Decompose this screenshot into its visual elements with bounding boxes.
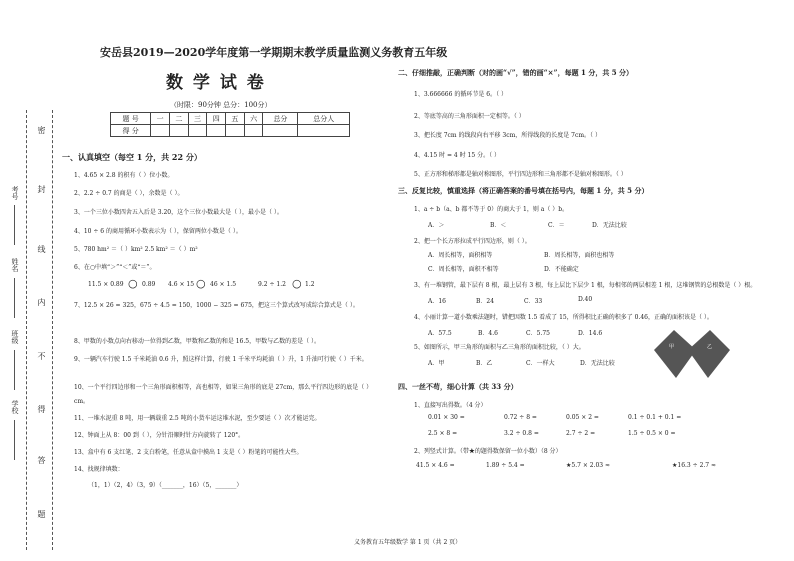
margin-word: 密 xyxy=(37,126,46,134)
option-b[interactable]: B．24 xyxy=(476,298,495,305)
score-cell: 五 xyxy=(226,113,245,125)
question-1-8: 8、甲数的小数点向右移动一位得到乙数，甲数和乙数的和是 16.5，甲数与乙数的差是（ ）。 xyxy=(74,338,320,345)
score-cell: 一 xyxy=(151,113,170,125)
score-cell: 六 xyxy=(244,113,263,125)
option-c[interactable]: C．33 xyxy=(524,298,543,305)
margin-word: 封 xyxy=(37,185,46,193)
question-1-6: 6、在○中填“＞”“＜”或“＝”。 xyxy=(74,264,156,271)
score-cell: 得 分 xyxy=(111,125,151,137)
option-d[interactable]: D．无法比较 xyxy=(580,360,615,367)
option-c[interactable]: C．周长相等，面积不相等 xyxy=(428,266,499,273)
option-a[interactable]: A．甲 xyxy=(428,360,445,367)
choice-question-1: 1、a ÷ b（a、b 都不等于 0）的商大于 1，则 a（ ）b。 xyxy=(414,206,569,213)
score-cell: 总分人 xyxy=(298,113,350,125)
margin-word: 题 xyxy=(37,510,46,518)
vertical-calc-subtitle: 2、列竖式计算。（带★的题得数保留一位小数）（8 分） xyxy=(414,448,562,455)
calc-item: 1.5 ÷ 0.5 × 0 = xyxy=(628,430,676,437)
score-cell: 四 xyxy=(207,113,226,125)
vertical-calc-item: 41.5 × 4.6 = xyxy=(416,462,455,469)
option-c[interactable]: C．5.75 xyxy=(526,330,550,337)
option-d[interactable]: D．无法比较 xyxy=(592,222,627,229)
name-label: 姓名 xyxy=(11,258,19,272)
label-yi: 乙 xyxy=(707,344,713,350)
option-a[interactable]: A．＞ xyxy=(428,222,445,229)
question-1-10: 10、一个平行四边形和一个三角形面积相等，高也相等，如果三角形的底是 27cm，那么平行四边形的底是（ ）cm。 xyxy=(74,384,373,405)
subject-title: 数 学 试 卷 xyxy=(166,73,266,93)
score-cell: 二 xyxy=(169,113,188,125)
section3-title: 三、反复比较，慎重选择（将正确答案的番号填在括号内，每题 1 分，共 5 分） xyxy=(398,186,649,195)
option-a[interactable]: A．周长相等，面积相等 xyxy=(428,252,493,259)
calc-item: 0.1 ÷ 0.1 + 0.1 = xyxy=(628,414,682,421)
compare-circle[interactable]: ○ xyxy=(128,277,138,290)
option-d[interactable]: D．14.6 xyxy=(578,330,603,337)
compare-left: 4.6 × 15 xyxy=(168,281,195,288)
compare-right: 1.2 xyxy=(305,281,315,288)
calc-item: 0.72 ÷ 8 = xyxy=(504,414,537,421)
direct-answer-subtitle: 1、直接写出得数。（4 分） xyxy=(414,402,487,409)
class-label: 班级 xyxy=(11,330,19,344)
score-cell[interactable] xyxy=(263,125,298,137)
score-cell[interactable] xyxy=(244,125,263,137)
score-cell: 总分 xyxy=(263,113,298,125)
score-cell[interactable] xyxy=(169,125,188,137)
compare-right: 0.89 xyxy=(142,281,156,288)
calc-item: 3.2 ÷ 0.8 = xyxy=(504,430,539,437)
score-cell[interactable] xyxy=(151,125,170,137)
triangle-yi xyxy=(688,330,730,378)
page-footer: 义务教育五年级数学 第 1 页（共 2 页） xyxy=(354,539,462,546)
choice-question-5: 5、如图所示，甲三角形的面积与乙三角形的面积比较，（ ）大。 xyxy=(414,344,585,351)
option-b[interactable]: B．乙 xyxy=(476,360,493,367)
margin-word: 内 xyxy=(37,298,46,306)
score-table-score-row xyxy=(111,125,350,137)
question-1-12: 12、钟面上从 8：00 到（ ），分针沿顺时针方向旋转了 120°。 xyxy=(74,432,245,439)
compare-circle[interactable]: ○ xyxy=(196,277,206,290)
score-cell: 题 号 xyxy=(111,113,151,125)
question-1-14: 14、找规律填数： xyxy=(74,466,124,473)
score-cell[interactable] xyxy=(188,125,207,137)
vertical-calc-item: ★5.7 × 2.03 ≈ xyxy=(566,462,611,469)
vertical-calc-item: ★16.3 ÷ 2.7 ≈ xyxy=(672,462,717,469)
judge-item-2: 2、等底等高的三角形面积一定相等。（ ） xyxy=(414,113,525,120)
question-1-11: 11、一堆水泥重 8 吨，用一辆载重 2.5 吨的小货车运这堆水泥，至少要运（ ）次才能运完。 xyxy=(74,415,321,422)
exam-number-label: 考号 xyxy=(11,186,19,200)
score-cell[interactable] xyxy=(207,125,226,137)
margin-word: 不 xyxy=(37,352,46,360)
choice-question-4: 4、小丽计算一道小数乘法题时，错把因数 1.5 看成了 15，所得积比正确的积多了 0.46，正确的面积该是（ ）。 xyxy=(414,314,713,321)
question-1-4: 4、10 ÷ 6 的商用循环小数表示为（ ），保留两位小数是（ ）。 xyxy=(74,228,242,235)
score-cell[interactable] xyxy=(298,125,350,137)
section2-title: 二、仔细推敲，正确判断（对的画“√”，错的画“×”，每题 1 分，共 5 分） xyxy=(398,68,634,77)
calc-item: 2.7 ÷ 2 = xyxy=(566,430,596,437)
judge-item-4: 4、4.15 时 = 4 时 15 分。（ ） xyxy=(414,152,501,159)
margin-word: 线 xyxy=(37,245,46,253)
option-c[interactable]: C．一样大 xyxy=(526,360,555,367)
option-b[interactable]: B．＜ xyxy=(490,222,507,229)
margin-word: 答 xyxy=(37,456,46,464)
option-a[interactable]: A．57.5 xyxy=(428,330,452,337)
school-label: 学校 xyxy=(11,400,19,414)
score-cell[interactable] xyxy=(226,125,245,137)
judge-item-1: 1、3.666666 的循环节是 6。（ ） xyxy=(414,91,507,98)
compare-right: 46 × 1.5 xyxy=(210,281,237,288)
question-1-1: 1、4.65 × 2.8 的积有（ ）位小数。 xyxy=(74,172,174,179)
pattern-sequence: （1，1）（2，4）（3，9）（_______，16）（5，_______） xyxy=(88,482,243,489)
score-table xyxy=(110,112,350,137)
compare-circle[interactable]: ○ xyxy=(292,277,302,290)
compare-left: 9.2 ÷ 1.2 xyxy=(258,281,286,288)
triangle-jia xyxy=(654,330,696,378)
choice-question-3: 3、有一堆钢管，最下层有 8 根，最上层有 3 根，每上层比下层少 1 根，每相邻的两层相差 1 根，这堆钢管的总根数是（ ）根。 xyxy=(414,282,757,289)
question-1-5: 5、780 hm² ＝（ ）km² 2.5 km² ＝（ ）m² xyxy=(74,246,198,253)
margin-word: 得 xyxy=(37,405,46,413)
label-jia: 甲 xyxy=(669,344,675,350)
time-note: （时限：90分钟 总分：100分） xyxy=(170,101,272,109)
option-a[interactable]: A．16 xyxy=(428,298,446,305)
question-1-7: 7、12.5 × 26 = 325，675 ÷ 4.5 = 150，1000 − 325 = 675，把这三个算式改写成综合算式是（ ）。 xyxy=(74,302,359,309)
judge-item-3: 3、把长度 7cm 的线段向右平移 3cm，所得线段的长度是 7cm。（ ） xyxy=(414,132,601,139)
option-d[interactable]: D．不能确定 xyxy=(544,266,579,273)
choice-question-2: 2、把一个长方形拉成平行四边形，则（ ）。 xyxy=(414,238,531,245)
score-table-header-row xyxy=(111,113,350,125)
question-1-9: 9、一辆汽车行驶 1.5 千米耗油 0.6 升，照这样计算，行驶 1 千米平均耗油（ ）升，1 升油可行驶（ ）千米。 xyxy=(74,356,368,363)
calc-item: 0.01 × 30 = xyxy=(428,414,465,421)
option-b[interactable]: B．周长相等，面积也相等 xyxy=(544,252,615,259)
section1-title: 一、认真填空（每空 1 分，共 22 分） xyxy=(62,152,202,162)
vertical-calc-item: 1.89 ÷ 5.4 = xyxy=(486,462,525,469)
question-1-13: 13、盒中有 6 支红笔、2 支白粉笔，任意从盒中摸出 1 支是（ ）粉笔的可能性大些。 xyxy=(74,449,303,456)
judge-item-5: 5、正方形和梯形都是轴对称图形，平行四边形和三角形都不是轴对称图形。（ ） xyxy=(414,171,627,178)
score-cell: 三 xyxy=(188,113,207,125)
calc-item: 2.5 × 8 = xyxy=(428,430,458,437)
section4-title: 四、一丝不苟，细心计算（共 33 分） xyxy=(398,382,518,391)
option-c[interactable]: C．＝ xyxy=(548,222,565,229)
question-1-2: 2、2.2 ÷ 0.7 的商是（ ），余数是（ ）。 xyxy=(74,190,184,197)
option-d[interactable]: D.40 xyxy=(578,296,593,303)
calc-item: 0.05 × 2 = xyxy=(566,414,599,421)
exam-main-title: 安岳县2019—2020学年度第一学期期末教学质量监测义务教育五年级 xyxy=(100,46,448,59)
question-1-3: 3、一个三位小数四舍五入后是 3.20，这个三位小数最大是（ ），最小是（ ）。 xyxy=(74,209,283,216)
option-b[interactable]: B．4.6 xyxy=(478,330,498,337)
compare-left: 11.5 × 0.89 xyxy=(88,281,124,288)
triangles-figure xyxy=(652,328,732,380)
